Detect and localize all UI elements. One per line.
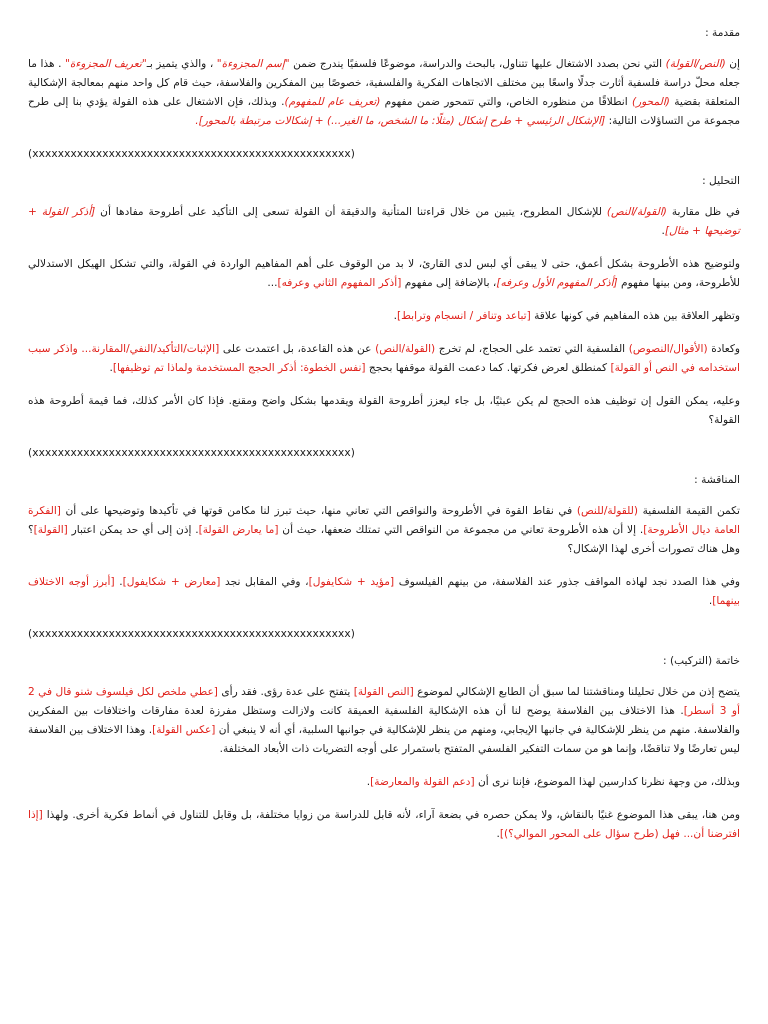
placeholder-text: [الإثبات/التأكيد/النفي/المقارنة... واذكر سبب استخدامه في النص أو القولة] bbox=[28, 343, 740, 374]
body-text: . bbox=[708, 595, 713, 607]
body-text: للإشكال المطروح، يتبين من خلال قراءتنا المتأنية والدقيقة أن القولة تسعى إلى التأكيد على أطروحة مفادها أن bbox=[95, 206, 607, 218]
placeholder-text: [الإشكال الرئيسي + طرح إشكال (مثلًا: ما الشخص، ما الغير...) + إشكالات مرتبطة بالمحور]. bbox=[195, 115, 606, 127]
body-text: وتظهر العلاقة بين هذه المفاهيم في كونها علاقة bbox=[530, 310, 740, 322]
analysis-paragraph-thesis bbox=[28, 203, 740, 241]
placeholder-text: [مؤيد + شكايفول] bbox=[308, 576, 395, 588]
body-text: ، وفي المقابل نجد bbox=[220, 576, 309, 588]
body-text: . bbox=[366, 776, 371, 788]
body-text: عن هذه القاعدة، بل اعتمدت على bbox=[219, 343, 376, 355]
conclusion-paragraph-synthesis bbox=[28, 683, 740, 759]
discussion-paragraph-positions bbox=[28, 573, 740, 611]
body-text: ، بالإضافة إلى مفهوم bbox=[401, 277, 497, 289]
placeholder-text: [الفكرة العامة ديال الأطروحة] bbox=[28, 505, 741, 536]
placeholder-text: (القولة/النص) bbox=[606, 206, 667, 218]
placeholder-text: [تباعد وتنافر / انسجام وترابط] bbox=[396, 310, 531, 322]
conclusion-paragraph-opening bbox=[28, 806, 740, 844]
body-text: . وبذلك، فإن الاشتغال على هذه القولة يؤدي بنا إلى طرح مجموعة من التساؤلات التالية: bbox=[28, 96, 740, 127]
placeholder-text: "تعريف المجزوءة" bbox=[64, 58, 147, 70]
body-text: انطلاقًا من منظوره الخاص، والتي تتمحور ضمن مفهوم bbox=[380, 96, 632, 108]
analysis-paragraph-concepts bbox=[28, 255, 740, 293]
body-text: وكعادة bbox=[707, 343, 740, 355]
discussion-heading: المناقشة : bbox=[694, 474, 740, 486]
conclusion-heading: خاتمة (التركيب) : bbox=[663, 655, 740, 667]
placeholder-text: "إسم المجزوءة" bbox=[216, 58, 290, 70]
body-text: ومن هنا، يبقى هذا الموضوع غنيًا بالنقاش، ولا يمكن حصره في بضعة آراء، لأنه قابل للدراسة من زوايا مختلفة، بل وقابل للتناول في أنماط فكرية أخرى. ولهذا bbox=[42, 809, 740, 821]
placeholder-text: [عكس القولة] bbox=[152, 724, 216, 736]
section-separator: (xxxxxxxxxxxxxxxxxxxxxxxxxxxxxxxxxxxxxxxxxxxxxxxxxx) bbox=[28, 148, 355, 160]
body-text: ولتوضيح هذه الأطروحة بشكل أعمق، حتى لا يبقى أي لبس لدى القارئ، لا بد من الوقوف على أهم المفاهيم الواردة في القولة، والتي تشكل الهيكل الاستدلالي للأطروحة، ومن بينها مفهوم bbox=[28, 258, 740, 289]
body-text: يتضح إذن من خلال تحليلنا ومناقشتنا لما سبق أن الطابع الإشكالي لموضوع bbox=[413, 686, 740, 698]
body-text: . bbox=[661, 225, 665, 237]
analysis-heading: التحليل : bbox=[702, 175, 740, 187]
analysis-paragraph-arguments bbox=[28, 340, 740, 378]
body-text: وبذلك، من وجهة نظرنا كدارسين لهذا الموضوع، فإننا نرى أن bbox=[474, 776, 740, 788]
placeholder-text: (المحور) bbox=[631, 96, 670, 108]
body-text: . bbox=[496, 828, 500, 840]
body-text: وفي هذا الصدد نجد لهاذه المواقف جذور عند الفلاسفة، من بينهم الفيلسوف bbox=[394, 576, 740, 588]
placeholder-text: (القولة/النص) bbox=[375, 343, 436, 355]
body-text: . إلا أن هذه الأطروحة تعاني من مجموعة من النواقص التي تمتلك ضعفها، حيث أن bbox=[278, 524, 644, 536]
placeholder-text: [أذكر القولة + توضيحها + مثال] bbox=[28, 206, 740, 237]
body-text: يتفتح على عدة رؤى. فقد رأى bbox=[217, 686, 354, 698]
section-separator: (xxxxxxxxxxxxxxxxxxxxxxxxxxxxxxxxxxxxxxxxxxxxxxxxxx) bbox=[28, 628, 355, 640]
body-text: ؟ وهل هناك تصورات أخرى لهذا الإشكال؟ bbox=[28, 524, 740, 555]
body-text: . bbox=[109, 362, 113, 374]
placeholder-text: [أذكر المفهوم الثاني وعرفه] bbox=[277, 277, 402, 289]
placeholder-text: [النص القولة] bbox=[353, 686, 414, 698]
intro-paragraph bbox=[28, 55, 740, 131]
body-text: . وهذا الاختلاف بين الفلاسفة ليس تعارضًا ولا تناقضًا، وإنما هو من سمات التفكير الفلسفي المتفتح باستمرار على أوجه التضريات ذات الأبعاد المختلفة. bbox=[28, 724, 740, 755]
placeholder-text: (الأقوال/النصوص) bbox=[628, 343, 708, 355]
intro-heading: مقدمة : bbox=[705, 27, 740, 39]
placeholder-text: [دعم القولة والمعارضة] bbox=[370, 776, 475, 788]
body-text: الفلسفية التي تعتمد على الحجاج، لم تخرج bbox=[435, 343, 629, 355]
placeholder-text: [نفس الخطوة: أذكر الحجج المستخدمة ولماذا تم توظيفها] bbox=[112, 362, 366, 374]
body-text: . إذن إلى أي حد يمكن اعتبار bbox=[67, 524, 199, 536]
body-text: إن bbox=[725, 58, 740, 70]
section-separator: (xxxxxxxxxxxxxxxxxxxxxxxxxxxxxxxxxxxxxxxxxxxxxxxxxx) bbox=[28, 447, 355, 459]
placeholder-text: [معارض + شكايفول] bbox=[122, 576, 221, 588]
placeholder-text: [أذكر المفهوم الأول وعرفه] bbox=[496, 277, 618, 289]
analysis-paragraph-relation bbox=[28, 307, 740, 326]
placeholder-text: [ما يعارض القولة] bbox=[198, 524, 279, 536]
placeholder-text: (تعريف عام للمفهوم) bbox=[284, 96, 381, 108]
placeholder-text: [عطي ملخص لكل فيلسوف شنو قال في 2 أو 3 أسطر] bbox=[28, 686, 740, 717]
body-text: في نقاط القوة في الأطروحة والنواقص التي تعاني منها، حيث تبرز لنا مكامن قوتها في تأكيدها وتوضيحها على أن bbox=[60, 505, 577, 517]
body-text: . هذا ما جعله محلّ دراسة فلسفية أثارت جدلًا واسعًا بين مختلف الاتجاهات الفكرية والفلسفية، خصوصًا بين المفكرين والفلاسفة، حيث قام كل واحد منهم بمعالجة الإشكالية المتعلقة بقضية bbox=[28, 58, 740, 108]
placeholder-text: [إذا افترضنا أن... فهل (طرح سؤال على المحور الموالي؟)] bbox=[28, 809, 740, 840]
placeholder-text: (للقولة/للنص) bbox=[576, 505, 639, 517]
body-text: في ظل مقاربة bbox=[666, 206, 740, 218]
body-text: ، والذي يتميز بـ bbox=[146, 58, 217, 70]
body-text: ... bbox=[267, 277, 278, 289]
placeholder-text: (النص/القولة) bbox=[665, 58, 726, 70]
placeholder-text: [القولة] bbox=[33, 524, 68, 536]
body-text: وعليه، يمكن القول إن توظيف هذه الحجج لم يكن عبثيًا، بل جاء ليعزز أطروحة القولة ويقدمها بشكل واضح ومقنع. فإذا كان الأمر كذلك، فما قيمة أطروحة هذه القولة؟ bbox=[28, 395, 740, 426]
conclusion-paragraph-opinion bbox=[28, 773, 740, 792]
body-text: . هذا الاختلاف بين الفلاسفة يوضح لنا أن هذه الإشكالية الفلسفية العميقة كانت ولازالت وستظل مفرزة لعدة مفارقات واختلافات بين المفكرين والفلاسفة. منهم من ينظر للإشكالية في جانبها الإيجابي، ومنهم من ينظر للإشكالية في جوانبها السلبية، أي أنه لا ينبغي أن bbox=[28, 705, 740, 736]
body-text: . bbox=[393, 310, 397, 322]
body-text: . bbox=[114, 576, 123, 588]
discussion-paragraph-value bbox=[28, 502, 740, 559]
body-text: تكمن القيمة الفلسفية bbox=[638, 505, 740, 517]
body-text: التي نحن بصدد الاشتغال عليها تتناول، بالبحث والدراسة، موضوعًا فلسفيًا يندرج ضمن bbox=[289, 58, 666, 70]
body-text: كمنطلق لعرض فكرتها. كما دعمت القولة موقفها بحجج bbox=[365, 362, 611, 374]
placeholder-text: [أبرز أوجه الاختلاف بينهما] bbox=[28, 576, 740, 607]
analysis-paragraph-transition bbox=[28, 392, 740, 430]
